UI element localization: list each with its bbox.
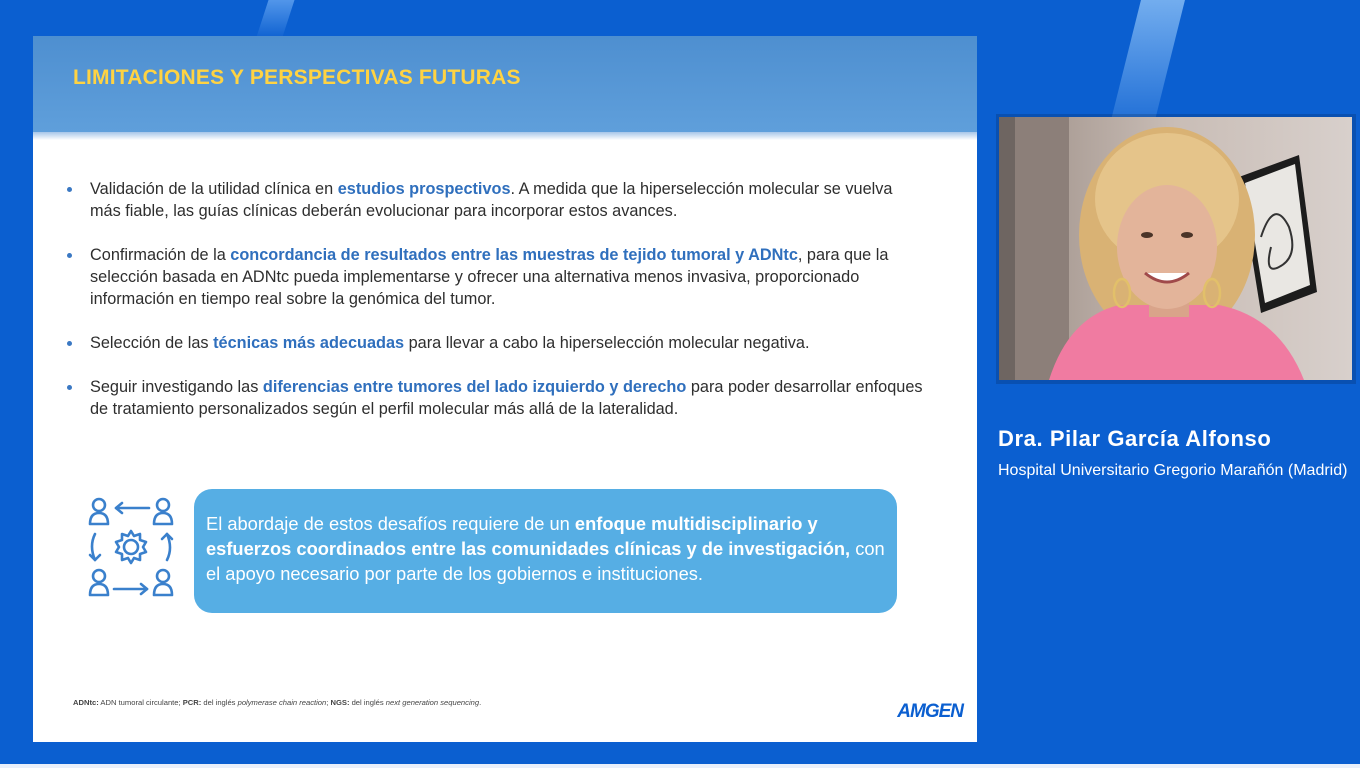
background-stripe [1111, 0, 1185, 120]
presenter-name: Dra. Pilar García Alfonso [998, 426, 1272, 451]
header-divider [33, 132, 977, 140]
bullet-item: Selección de las técnicas más adecuadas para llevar a cabo la hiperselección molecular negativa. [65, 332, 925, 354]
presenter-image [999, 117, 1352, 380]
bullet-item: Confirmación de la concordancia de resultados entre las muestras de tejido tumoral y ADNtc, para que la selección basada en ADNtc pueda implementarse y ofrecer una alternativa menos invasiva, proporcionado información en tiempo real sobre la genómica del tumor. [65, 244, 925, 310]
presenter-affiliation: Hospital Universitario Gregorio Marañón (Madrid) [998, 462, 1348, 479]
highlight-text: diferencias entre tumores del lado izquierdo y derecho [262, 378, 687, 396]
callout-box [194, 489, 897, 613]
footnote: ADNtc: ADN tumoral circulante; PCR: del inglés polymerase chain reaction; NGS: del inglés next generation sequencing. [73, 698, 482, 707]
highlight-text: estudios prospectivos [337, 180, 511, 198]
background-stripe [256, 0, 295, 40]
callout-text: El abordaje de estos desafíos requiere de un enfoque multidisciplinario y esfuerzos coordinados entre las comunidades clínicas y de investigación, con el apoyo necesario por parte de los gobiernos e instituciones. [206, 513, 885, 584]
presenter-video [999, 117, 1352, 380]
slide-header [33, 36, 977, 132]
bullet-item: Validación de la utilidad clínica en estudios prospectivos. A medida que la hiperselección molecular se vuelva más fiable, las guías clínicas deberán evolucionar para incorporar estos avances. [65, 178, 925, 222]
team-collaboration-icon [85, 494, 177, 598]
slide-title: LIMITACIONES Y PERSPECTIVAS FUTURAS [73, 66, 521, 89]
presentation-slide [33, 36, 977, 742]
bullet-list [65, 178, 925, 442]
highlight-text: concordancia de resultados entre las muestras de tejido tumoral y ADNtc [230, 246, 798, 264]
bottom-edge [0, 764, 1360, 768]
amgen-logo: AMGEN [897, 701, 963, 722]
highlight-text: técnicas más adecuadas [213, 334, 405, 352]
bullet-item: Seguir investigando las diferencias entre tumores del lado izquierdo y derecho para poder desarrollar enfoques de tratamiento personalizados según el perfil molecular más allá de la lateralidad. [65, 376, 925, 420]
